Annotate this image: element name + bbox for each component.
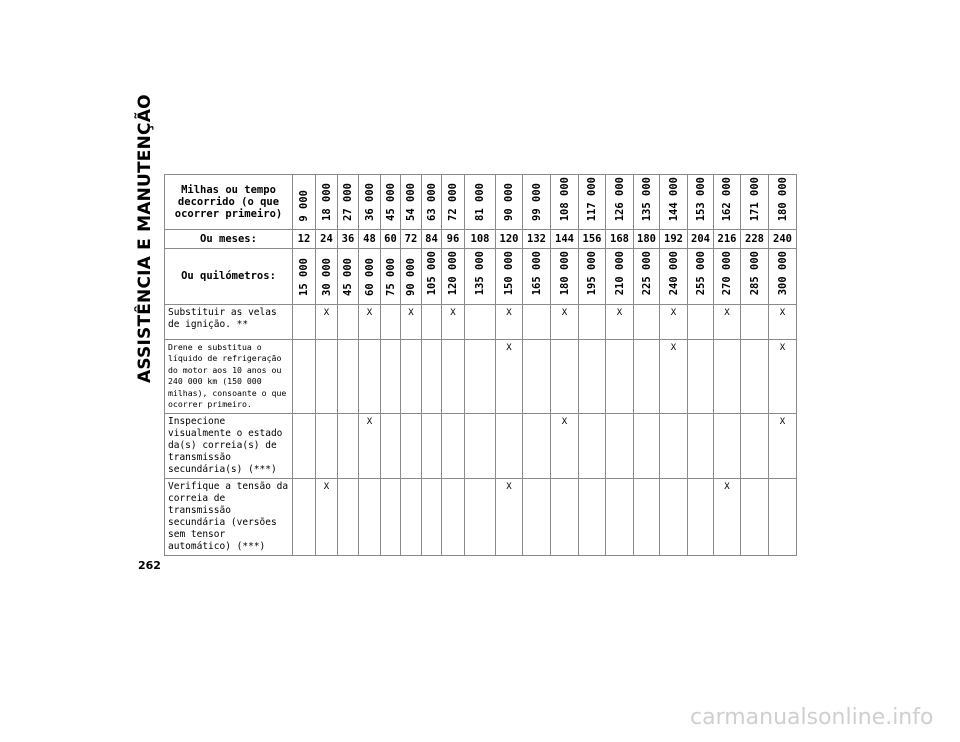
watermark-text: carmanualsonline.info — [690, 705, 934, 730]
months-value: 72 — [401, 230, 422, 249]
miles-value: 45 000 — [384, 183, 397, 222]
table-row — [165, 304, 797, 339]
km-value: 195 000 — [586, 251, 598, 296]
interval-mark — [579, 339, 606, 413]
interval-mark: X — [496, 478, 523, 555]
interval-mark: X — [401, 304, 422, 339]
interval-mark — [741, 478, 769, 555]
interval-mark — [401, 339, 422, 413]
interval-mark — [523, 339, 551, 413]
miles-value: 153 000 — [694, 177, 707, 222]
interval-mark — [714, 413, 741, 478]
months-value: 48 — [359, 230, 381, 249]
interval-mark — [688, 478, 714, 555]
interval-mark: X — [714, 478, 741, 555]
interval-mark — [381, 339, 401, 413]
months-value: 120 — [496, 230, 523, 249]
section-title: ASSISTÊNCIA E MANUTENÇÃO — [135, 94, 155, 383]
miles-value: 72 000 — [447, 183, 459, 222]
interval-mark: X — [359, 304, 381, 339]
interval-mark — [579, 304, 606, 339]
interval-mark — [741, 413, 769, 478]
interval-mark — [606, 478, 634, 555]
interval-mark — [660, 413, 688, 478]
months-value: 192 — [660, 230, 688, 249]
km-value: 255 000 — [694, 251, 707, 296]
months-value: 144 — [551, 230, 579, 249]
miles-value: 54 000 — [405, 183, 417, 222]
months-value: 24 — [316, 230, 338, 249]
km-value: 150 000 — [503, 251, 515, 296]
miles-value: 81 000 — [474, 183, 486, 222]
km-value: 285 000 — [748, 251, 761, 296]
row-description: Inspecione visualmente o estado da(s) correia(s) de transmissão secundária(s) (***) — [165, 413, 293, 478]
interval-mark — [442, 478, 465, 555]
km-header-row — [165, 249, 797, 304]
interval-mark — [401, 478, 422, 555]
km-value: 45 000 — [342, 257, 354, 296]
interval-mark — [465, 413, 496, 478]
table-row — [165, 413, 797, 478]
interval-mark — [606, 339, 634, 413]
interval-mark: X — [660, 304, 688, 339]
interval-mark: X — [769, 339, 797, 413]
miles-header-label: Milhas ou tempo decorrido (o que ocorrer primeiro) — [165, 175, 293, 230]
miles-value: 117 000 — [586, 177, 598, 222]
interval-mark — [465, 478, 496, 555]
interval-mark — [316, 339, 338, 413]
interval-mark — [422, 304, 442, 339]
months-value: 168 — [606, 230, 634, 249]
interval-mark: X — [551, 413, 579, 478]
km-value: 120 000 — [447, 251, 459, 296]
miles-value: 99 000 — [530, 183, 543, 222]
interval-mark — [688, 339, 714, 413]
interval-mark — [523, 413, 551, 478]
row-description: Verifique a tensão da correia de transmissão secundária (versões sem tensor automático) (***) — [165, 478, 293, 555]
interval-mark — [338, 413, 359, 478]
interval-mark — [293, 304, 316, 339]
interval-mark: X — [551, 304, 579, 339]
km-value: 30 000 — [320, 257, 333, 296]
months-value: 216 — [714, 230, 741, 249]
km-value: 90 000 — [405, 257, 417, 296]
interval-mark — [634, 304, 660, 339]
interval-mark — [401, 413, 422, 478]
interval-mark: X — [606, 304, 634, 339]
page-number: 262 — [138, 559, 161, 572]
months-value: 84 — [422, 230, 442, 249]
interval-mark — [465, 339, 496, 413]
months-value: 228 — [741, 230, 769, 249]
interval-mark — [606, 413, 634, 478]
interval-mark — [551, 478, 579, 555]
table-row — [165, 478, 797, 555]
interval-mark: X — [496, 304, 523, 339]
miles-value: 135 000 — [640, 177, 653, 222]
interval-mark — [634, 478, 660, 555]
km-value: 225 000 — [640, 251, 653, 296]
months-header-row — [165, 230, 797, 249]
months-value: 12 — [293, 230, 316, 249]
interval-mark — [381, 413, 401, 478]
interval-mark — [523, 478, 551, 555]
km-header-label: Ou quilómetros: — [165, 249, 293, 304]
months-value: 156 — [579, 230, 606, 249]
interval-mark: X — [442, 304, 465, 339]
miles-value: 90 000 — [503, 183, 515, 222]
months-value: 60 — [381, 230, 401, 249]
interval-mark — [714, 339, 741, 413]
months-value: 108 — [465, 230, 496, 249]
km-value: 15 000 — [298, 257, 310, 296]
interval-mark — [741, 339, 769, 413]
interval-mark: X — [660, 339, 688, 413]
interval-mark — [634, 339, 660, 413]
interval-mark — [381, 304, 401, 339]
interval-mark — [359, 478, 381, 555]
months-value: 180 — [634, 230, 660, 249]
miles-value: 126 000 — [613, 177, 626, 222]
interval-mark: X — [359, 413, 381, 478]
km-value: 135 000 — [474, 251, 486, 296]
table-row — [165, 339, 797, 413]
interval-mark — [741, 304, 769, 339]
km-value: 240 000 — [667, 251, 680, 296]
km-value: 180 000 — [558, 251, 571, 296]
interval-mark — [442, 339, 465, 413]
interval-mark — [422, 478, 442, 555]
interval-mark — [422, 413, 442, 478]
miles-value: 36 000 — [363, 183, 376, 222]
row-description: Substituir as velas de ignição. ** — [165, 304, 293, 339]
row-description: Drene e substitua o líquido de refrigeração do motor aos 10 anos ou 240 000 km (150 000 milhas), consoante o que ocorrer primeiro. — [165, 339, 293, 413]
interval-mark: X — [714, 304, 741, 339]
miles-value: 162 000 — [721, 177, 733, 222]
maintenance-schedule-table — [164, 174, 797, 556]
interval-mark — [579, 478, 606, 555]
interval-mark — [769, 478, 797, 555]
interval-mark: X — [316, 304, 338, 339]
miles-value: 18 000 — [320, 183, 333, 222]
interval-mark — [579, 413, 606, 478]
interval-mark — [634, 413, 660, 478]
interval-mark — [422, 339, 442, 413]
months-value: 204 — [688, 230, 714, 249]
months-value: 36 — [338, 230, 359, 249]
km-value: 75 000 — [384, 257, 397, 296]
miles-value: 108 000 — [558, 177, 571, 222]
km-value: 105 000 — [425, 251, 438, 296]
interval-mark — [316, 413, 338, 478]
months-value: 132 — [523, 230, 551, 249]
interval-mark: X — [769, 304, 797, 339]
interval-mark — [523, 304, 551, 339]
miles-value: 144 000 — [667, 177, 680, 222]
interval-mark — [293, 413, 316, 478]
interval-mark — [359, 339, 381, 413]
interval-mark — [496, 413, 523, 478]
interval-mark: X — [769, 413, 797, 478]
months-value: 240 — [769, 230, 797, 249]
km-value: 165 000 — [530, 251, 543, 296]
interval-mark — [338, 339, 359, 413]
interval-mark — [688, 413, 714, 478]
km-value: 210 000 — [613, 251, 626, 296]
interval-mark — [338, 304, 359, 339]
km-value: 300 000 — [776, 251, 789, 296]
interval-mark — [551, 339, 579, 413]
miles-value: 180 000 — [776, 177, 789, 222]
km-value: 60 000 — [363, 257, 376, 296]
interval-mark: X — [316, 478, 338, 555]
months-header-label: Ou meses: — [165, 230, 293, 249]
miles-value: 27 000 — [342, 183, 354, 222]
interval-mark — [442, 413, 465, 478]
km-value: 270 000 — [721, 251, 733, 296]
miles-value: 171 000 — [748, 177, 761, 222]
miles-header-row — [165, 175, 797, 230]
interval-mark — [293, 478, 316, 555]
interval-mark — [293, 339, 316, 413]
miles-value: 63 000 — [425, 183, 438, 222]
interval-mark — [660, 478, 688, 555]
months-value: 96 — [442, 230, 465, 249]
interval-mark — [688, 304, 714, 339]
interval-mark: X — [496, 339, 523, 413]
miles-value: 9 000 — [298, 189, 310, 222]
interval-mark — [465, 304, 496, 339]
interval-mark — [338, 478, 359, 555]
interval-mark — [381, 478, 401, 555]
